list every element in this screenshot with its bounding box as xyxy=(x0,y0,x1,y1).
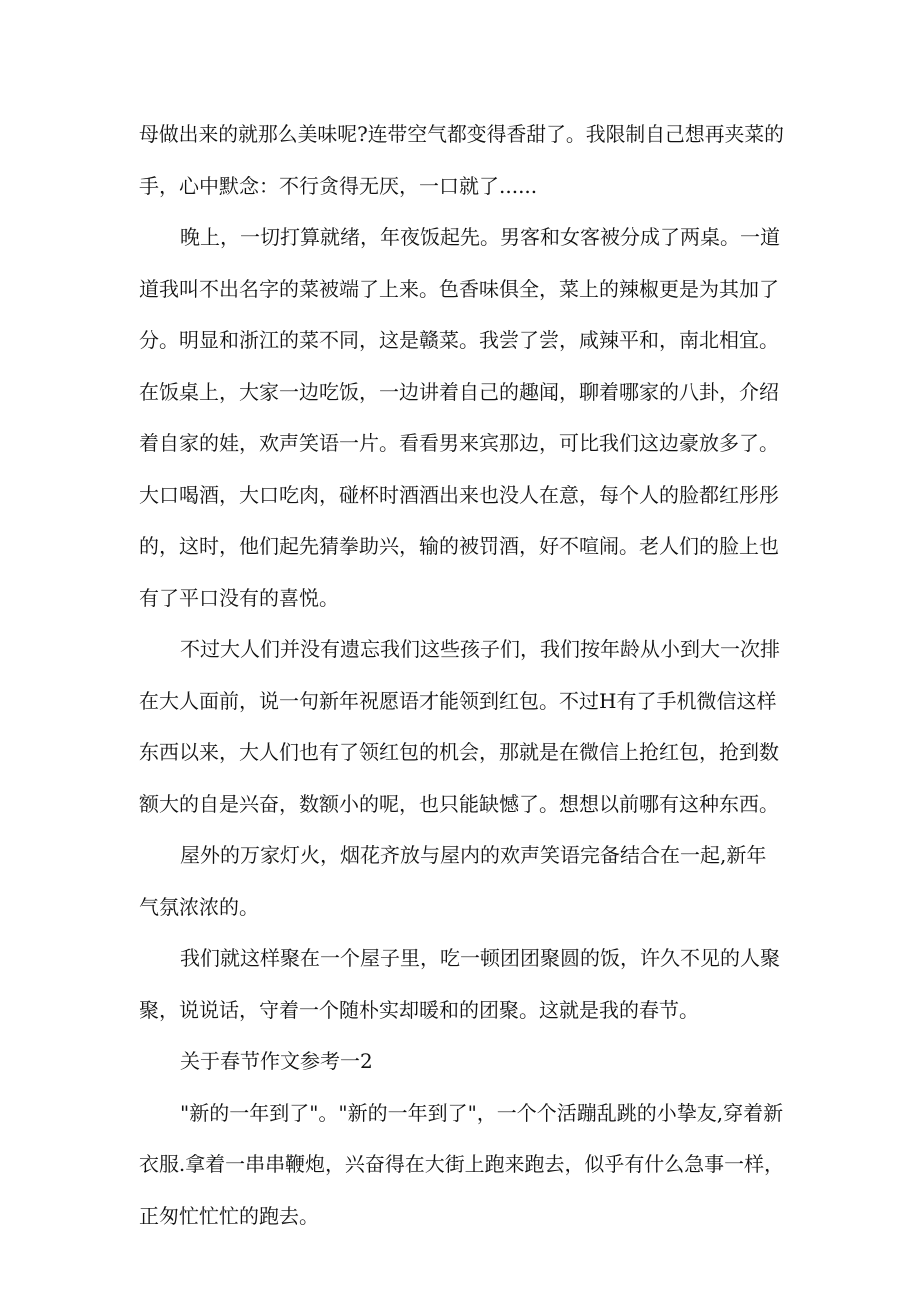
paragraph-text: 大口喝酒，大口吃肉，碰杯时酒酒出来也没人在意，每个人的脸都红彤彤 xyxy=(139,483,779,507)
text-line xyxy=(0,428,920,458)
paragraph-text: "新的一年到了"。"新的一年到了"，一个个活蹦乱跳的小挚友,穿着新 xyxy=(180,1101,784,1125)
text-line xyxy=(0,583,920,613)
text-line xyxy=(0,634,920,664)
text-line xyxy=(0,995,920,1025)
section-heading-text: 关于春节作文参考一2 xyxy=(180,1049,373,1073)
paragraph-text: 道我叫不出名字的菜被端了上来。色香味俱全，菜上的辣椒更是为其加了 xyxy=(139,277,779,301)
paragraph-text: 母做出来的就那么美味呢?连带空气都变得香甜了。我限制自己想再夹菜的 xyxy=(139,122,785,146)
text-line xyxy=(0,789,920,819)
text-line xyxy=(0,943,920,973)
section-heading xyxy=(0,1046,920,1076)
paragraph-text: 东西以来，大人们也有了领红包的机会，那就是在微信上抢红包，抢到数 xyxy=(139,740,779,764)
text-line xyxy=(0,737,920,767)
text-line xyxy=(0,222,920,252)
text-line xyxy=(0,119,920,149)
paragraph-text: 晚上，一切打算就绪，年夜饭起先。男客和女客被分成了两桌。一道 xyxy=(180,225,780,249)
text-line xyxy=(0,686,920,716)
text-line xyxy=(0,274,920,304)
paragraph-text: 有了平口没有的喜悦。 xyxy=(139,586,339,610)
text-line xyxy=(0,892,920,922)
text-line xyxy=(0,377,920,407)
text-line xyxy=(0,1201,920,1231)
paragraph-text: 在大人面前，说一句新年祝愿语才能领到红包。不过H有了手机微信这样 xyxy=(139,689,777,713)
paragraph-text: 在饭桌上，大家一边吃饭，一边讲着自己的趣闻，聊着哪家的八卦，介绍 xyxy=(139,380,779,404)
text-line xyxy=(0,325,920,355)
text-line xyxy=(0,480,920,510)
paragraph-text: 聚，说说话，守着一个随朴实却暖和的团聚。这就是我的春节。 xyxy=(139,998,699,1022)
paragraph-text: 衣服.拿着一串串鞭炮，兴奋得在大街上跑来跑去，似乎有什么急事一样， xyxy=(139,1152,785,1176)
paragraph-text: 我们就这样聚在一个屋子里，吃一顿团团聚圆的饭，许久不见的人聚 xyxy=(180,946,780,970)
paragraph-text: 手，心中默念：不行贪得无厌，一口就了...... xyxy=(139,174,538,198)
text-line xyxy=(0,840,920,870)
paragraph-text: 屋外的万家灯火，烟花齐放与屋内的欢声笑语完备结合在一起,新年 xyxy=(180,843,767,867)
paragraph-text: 额大的自是兴奋，数额小的呢，也只能缺憾了。想想以前哪有这种东西。 xyxy=(139,792,779,816)
paragraph-text: 着自家的娃，欢声笑语一片。看看男来宾那边，可比我们这边豪放多了。 xyxy=(139,431,779,455)
paragraph-text: 的，这时，他们起先猜拳助兴，输的被罚酒，好不喧闹。老人们的脸上也 xyxy=(139,534,779,558)
paragraph-text: 气氛浓浓的。 xyxy=(139,895,259,919)
paragraph-text: 分。明显和浙江的菜不同，这是赣菜。我尝了尝，咸辣平和，南北相宜。 xyxy=(139,328,779,352)
text-line xyxy=(0,1098,920,1128)
text-line xyxy=(0,1149,920,1179)
text-line xyxy=(0,531,920,561)
text-line xyxy=(0,171,920,201)
paragraph-text: 正匆忙忙忙的跑去。 xyxy=(139,1204,319,1228)
paragraph-text: 不过大人们并没有遗忘我们这些孩子们，我们按年龄从小到大一次排 xyxy=(180,637,780,661)
